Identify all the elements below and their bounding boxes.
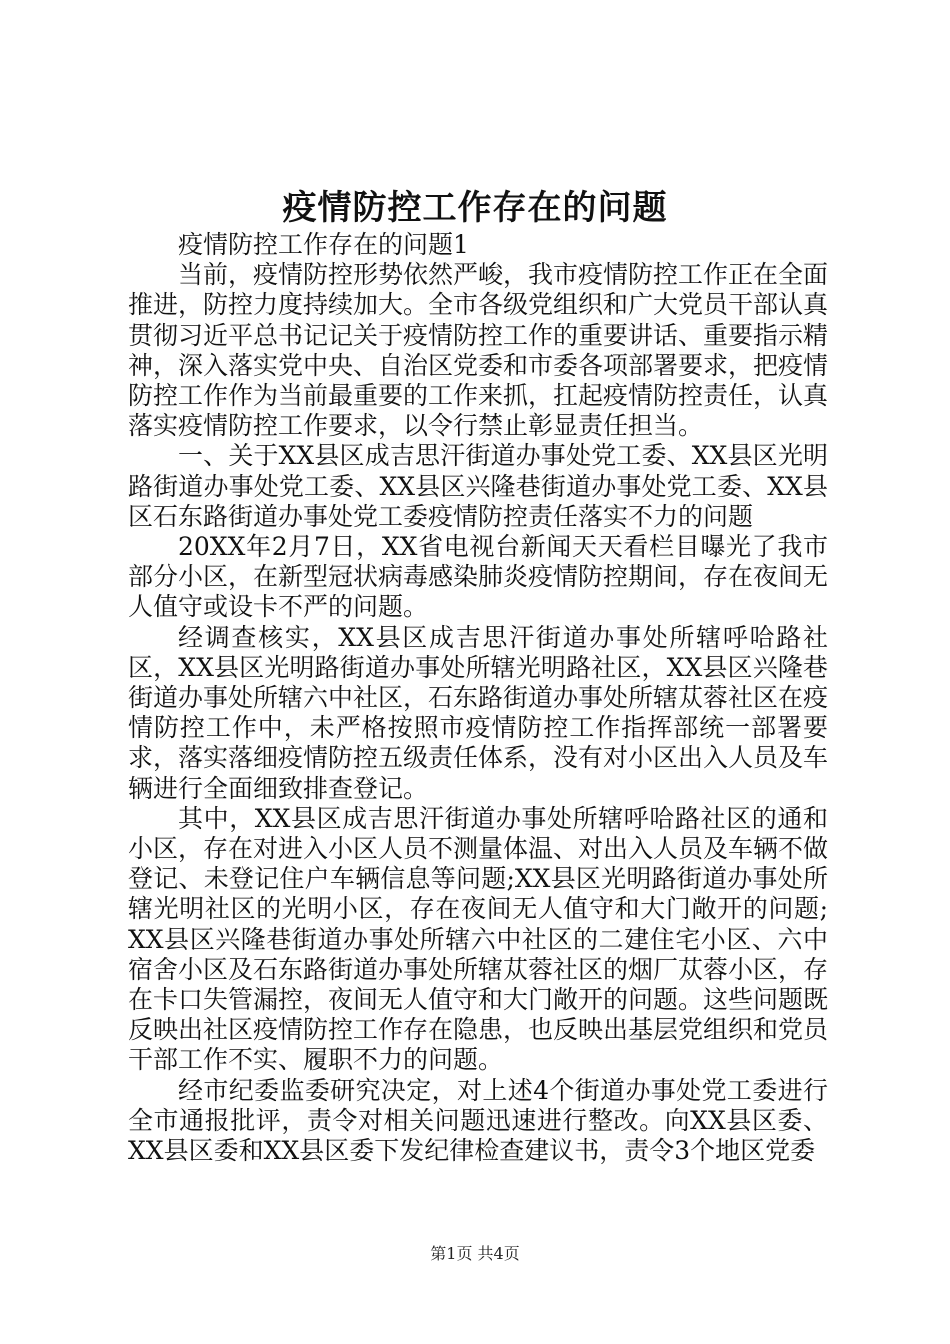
document-body [128,230,828,1166]
body-paragraph: 经市纪委监委研究决定，对上述4个街道办事处党工委进行全市通报批评，责令对相关问题迅速进行整改。向XX县区委、XX县区委和XX县区委下发纪律检查建议书，责令3个地区党委 [128,1075,828,1166]
body-paragraph: 一、关于XX县区成吉思汗街道办事处党工委、XX县区光明路街道办事处党工委、XX县区兴隆巷街道办事处党工委、XX县区石东路街道办事处党工委疫情防控责任落实不力的问题 [128,441,828,531]
document-title: 疫情防控工作存在的问题 [282,188,668,228]
body-paragraph: 20XX年2月7日，XX省电视台新闻天天看栏目曝光了我市部分小区，在新型冠状病毒感染肺炎疫情防控期间，存在夜间无人值守或设卡不严的问题。 [128,532,829,622]
page-footer: 第1页 共4页 [430,1244,520,1263]
body-paragraph: 经调查核实，XX县区成吉思汗街道办事处所辖呼哈路社区，XX县区光明路街道办事处所辖光明路社区，XX县区兴隆巷街道办事处所辖六中社区，石东路街道办事处所辖苁蓉社区在疫情防控工作中，未严格按照市疫情防控工作指挥部统一部署要求，落实落细疫情防控五级责任体系，没有对小区出入人员及车辆进行全面细致排查登记。 [128,622,829,803]
body-paragraph: 当前，疫情防控形势依然严峻，我市疫情防控工作正在全面推进，防控力度持续加大。全市各级党组织和广大党员干部认真贯彻习近平总书记记关于疫情防控工作的重要讲话、重要指示精神，深入落实党中央、自治区党委和市委各项部署要求，把疫情防控工作作为当前最重要的工作来抓，扛起疫情防控责任，认真落实疫情防控工作要求，以令行禁止彰显责任担当。 [128,260,829,441]
body-paragraph: 其中，XX县区成吉思汗街道办事处所辖呼哈路社区的通和小区，存在对进入小区人员不测量体温、对出入人员及车辆不做登记、未登记住户车辆信息等问题;XX县区光明路街道办事处所辖光明社区的光明小区，存在夜间无人值守和大门敞开的问题;XX县区兴隆巷街道办事处所辖六中社区的二建住宅小区、六中宿舍小区及石东路街道办事处所辖苁蓉社区的烟厂苁蓉小区，存在卡口失管漏控，夜间无人值守和大门敞开的问题。这些问题既反映出社区疫情防控工作存在隐患，也反映出基层党组织和党员干部工作不实、履职不力的问题。 [128,803,829,1075]
subtitle-paragraph: 疫情防控工作存在的问题1 [178,230,469,259]
